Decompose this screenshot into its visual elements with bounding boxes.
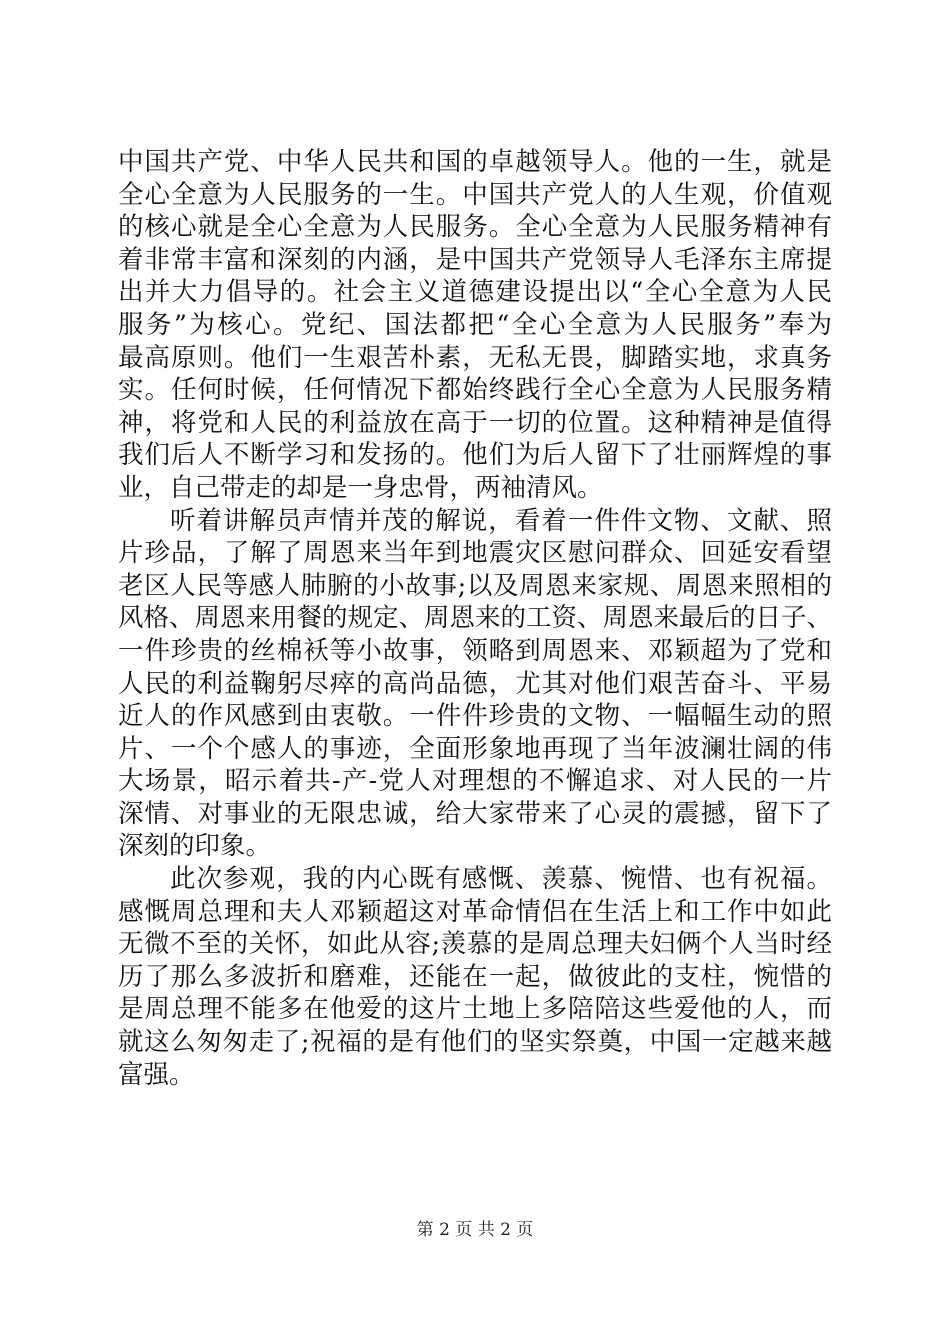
text-line: 大场景，昭示着共-产-党人对理想的不懈追求、对人民的一片 (118, 766, 832, 797)
text-line: 最高原则。他们一生艰苦朴素，无私无畏，脚踏实地，求真务 (118, 342, 832, 373)
text-line: 实。任何时候，任何情况下都始终践行全心全意为人民服务精 (118, 375, 832, 406)
text-line: 就这么匆匆走了;祝福的是有他们的坚实祭奠，中国一定越来越 (118, 1027, 832, 1058)
text-line: 一件珍贵的丝棉袄等小故事，领略到周恩来、邓颖超为了党和 (118, 635, 832, 666)
text-line: 深情、对事业的无限忠诚，给大家带来了心灵的震撼，留下了 (118, 798, 832, 829)
text-line: 是周总理不能多在他爱的这片土地上多陪陪这些爱他的人，而 (118, 994, 832, 1025)
document-body (118, 146, 832, 1091)
text-line: 深刻的印象。 (118, 831, 272, 862)
text-line: 片、一个个感人的事迹，全面形象地再现了当年波澜壮阔的伟 (118, 733, 832, 764)
text-line: 神，将党和人民的利益放在高于一切的位置。这种精神是值得 (118, 407, 832, 438)
text-line: 服务”为核心。党纪、国法都把“全心全意为人民服务”奉为 (118, 309, 832, 340)
text-line: 风格、周恩来用餐的规定、周恩来的工资、周恩来最后的日子、 (118, 603, 832, 634)
text-line: 中国共产党、中华人民共和国的卓越领导人。他的一生，就是 (118, 147, 832, 177)
text-line: 无微不至的关怀，如此从容;羡慕的是周总理夫妇俩个人当时经 (118, 929, 832, 960)
text-line: 出并大力倡导的。社会主义道德建设提出以“全心全意为人民 (118, 277, 832, 308)
text-line: 业，自己带走的却是一身忠骨，两袖清风。 (118, 472, 603, 503)
page-footer: 第 2 页 共 2 页 (416, 1220, 534, 1240)
text-line: 片珍品，了解了周恩来当年到地震灾区慰问群众、回延安看望 (118, 538, 832, 569)
text-line: 富强。 (118, 1059, 195, 1090)
text-line: 人民的利益鞠躬尽瘁的高尚品德，尤其对他们艰苦奋斗、平易 (118, 668, 832, 699)
text-line: 的核心就是全心全意为人民服务。全心全意为人民服务精神有 (118, 212, 832, 243)
text-line: 听着讲解员声情并茂的解说，看着一件件文物、文献、照 (170, 505, 832, 536)
text-line: 着非常丰富和深刻的内涵，是中国共产党领导人毛泽东主席提 (118, 244, 832, 275)
text-line: 近人的作风感到由衷敬。一件件珍贵的文物、一幅幅生动的照 (118, 701, 832, 732)
text-line: 此次参观，我的内心既有感慨、羡慕、惋惜、也有祝福。 (170, 864, 832, 895)
text-line: 历了那么多波折和磨难，还能在一起，做彼此的支柱，惋惜的 (118, 961, 832, 992)
text-line: 感慨周总理和夫人邓颖超这对革命情侣在生活上和工作中如此 (118, 896, 832, 927)
text-line: 我们后人不断学习和发扬的。他们为后人留下了壮丽辉煌的事 (118, 440, 832, 471)
text-line: 全心全意为人民服务的一生。中国共产党人的人生观，价值观 (118, 179, 832, 210)
text-line: 老区人民等感人肺腑的小故事;以及周恩来家规、周恩来照相的 (118, 570, 832, 601)
